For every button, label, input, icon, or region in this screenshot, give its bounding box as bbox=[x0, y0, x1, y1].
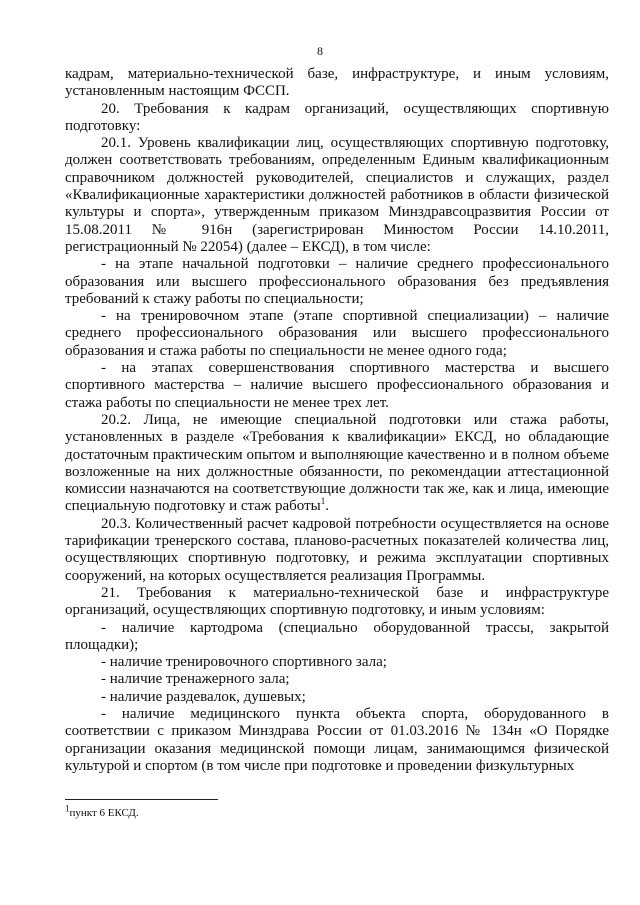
paragraph-section-20-1: 20.1. Уровень квалификации лиц, осуществляющих спортивную подготовку, должен соответствовать требованиям, определенным Единым квалификационным справочником должностей руководителей, специалистов и служащих, раздел «Квалификационные характеристики должностей работников в области физической культуры и спорта», утвержденным приказом Минздравсоцразвития России от 15.08.2011 № 916н (зарегистрирован Минюстом России 14.10.2011, регистрационный № 22054) (далее – ЕКСД), в том числе: bbox=[65, 135, 609, 255]
list-item-training-stage: - на тренировочном этапе (этапе спортивной специализации) – наличие среднего профессионального образования или высшего профессионального образования и стажа работы по специальности не менее одного года; bbox=[65, 308, 609, 359]
footnote-reference: 1 bbox=[320, 496, 326, 507]
paragraph-section-21: 21. Требования к материально-технической базе и инфраструктуре организаций, осуществляющих спортивную подготовку, и иным условиям: bbox=[65, 584, 609, 619]
paragraph-section-20: 20. Требования к кадрам организаций, осуществляющих спортивную подготовку: bbox=[65, 100, 609, 134]
list-item-initial-stage: - на этапе начальной подготовки – наличие среднего профессионального образования или высшего профессионального образования без предъявления требований к стажу работы по специальности; bbox=[65, 256, 609, 307]
list-item-medical-point: - наличие медицинского пункта объекта спорта, оборудованного в соответствии с приказом Минздрава России от 01.03.2016 № 134н «О Порядке организации оказания медицинской помощи лицам, занимающимся физической культурой и спортом (в том числе при подготовке и проведении физкультурных bbox=[65, 705, 609, 774]
page-number: 8 bbox=[317, 44, 323, 58]
paragraph-section-20-2-end: . bbox=[325, 498, 329, 515]
list-item-sports-hall: - наличие тренировочного спортивного зала; bbox=[101, 654, 387, 671]
paragraph-continuation: кадрам, материально-технической базе, инфраструктуре, и иным условиям, установленным настоящим ФССП. bbox=[65, 66, 609, 100]
footnote-text: пункт 6 ЕКСД. bbox=[69, 807, 139, 819]
list-item-locker-rooms: - наличие раздевалок, душевых; bbox=[101, 688, 306, 705]
paragraph-section-20-2-text: 20.2. Лица, не имеющие специальной подготовки или стажа работы, установленных в разделе «Требования к квалификации» ЕКСД, но обладающие достаточным практическим опытом и выполняющие качественно и в полном объеме возложенные на них должностные обязанности, по рекомендации аттестационной комиссии назначаются на соответствующие должности так же, как и лица, имеющие специальную подготовку и стаж работы bbox=[65, 411, 609, 515]
list-item-gym: - наличие тренажерного зала; bbox=[101, 671, 290, 688]
document-body bbox=[65, 66, 609, 775]
footnote bbox=[65, 803, 609, 820]
footnote-marker: 1 bbox=[65, 803, 70, 814]
paragraph-section-20-3: 20.3. Количественный расчет кадровой потребности осуществляется на основе тарификации тренерского состава, планово-расчетных показателей количества лиц, осуществляющих спортивную подготовку, и режима эксплуатации спортивных сооружений, на которых осуществляется реализация Программы. bbox=[65, 515, 609, 584]
list-item-kartodrom: - наличие картодрома (специально оборудованной трассы, закрытой площадки); bbox=[65, 619, 609, 653]
paragraph-section-20-2 bbox=[65, 412, 609, 516]
list-item-mastery-stages: - на этапах совершенствования спортивного мастерства и высшего спортивного мастерства – наличие высшего профессионального образования и стажа работы по специальности не менее трех лет. bbox=[65, 360, 609, 411]
footnote-divider bbox=[65, 799, 218, 800]
